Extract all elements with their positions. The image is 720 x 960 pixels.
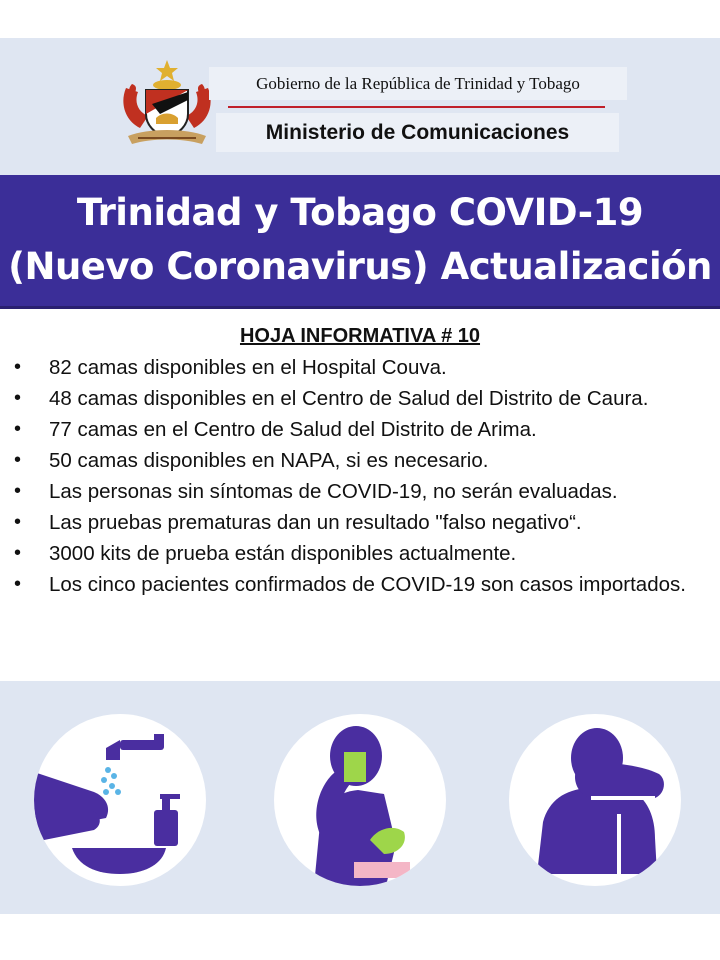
title-banner xyxy=(0,175,720,309)
fact-list xyxy=(12,352,712,600)
cough-into-elbow-icon xyxy=(509,714,681,886)
bullet-icon: • xyxy=(14,418,22,440)
bullet-icon: • xyxy=(14,356,22,378)
coat-of-arms-icon xyxy=(118,58,216,150)
bullet-icon: • xyxy=(14,573,22,595)
handwashing-icon xyxy=(34,714,206,886)
banner-title-line-2: (Nuevo Coronavirus) Actualización xyxy=(8,245,712,288)
bullet-icon: • xyxy=(14,480,22,502)
list-item-text: 77 camas en el Centro de Salud del Distrito de Arima. xyxy=(49,418,537,441)
bullet-icon: • xyxy=(14,542,22,564)
list-item xyxy=(12,414,712,445)
list-item-text: 82 camas disponibles en el Hospital Couva. xyxy=(49,356,447,379)
list-item-text: 48 camas disponibles en el Centro de Salud del Distrito de Caura. xyxy=(49,387,649,410)
list-item-text: 50 camas disponibles en NAPA, si es necesario. xyxy=(49,449,489,472)
header-divider xyxy=(228,106,605,108)
list-item xyxy=(12,507,712,538)
bullet-icon: • xyxy=(14,511,22,533)
bullet-icon: • xyxy=(14,449,22,471)
list-item xyxy=(12,569,712,600)
list-item xyxy=(12,538,712,569)
list-item-text: Las pruebas prematuras dan un resultado "falso negativo“. xyxy=(49,511,582,534)
list-item xyxy=(12,352,712,383)
list-item xyxy=(12,383,712,414)
list-item-text: Las personas sin síntomas de COVID-19, no serán evaluadas. xyxy=(49,480,618,503)
banner-title-line-1: Trinidad y Tobago COVID-19 xyxy=(76,191,644,234)
list-item xyxy=(12,476,712,507)
bullet-icon: • xyxy=(14,387,22,409)
ministry-label: Ministerio de Comunicaciones xyxy=(216,113,619,152)
list-item-text: 3000 kits de prueba están disponibles actualmente. xyxy=(49,542,517,565)
fact-sheet-title: HOJA INFORMATIVA # 10 xyxy=(239,325,481,347)
list-item-text: Los cinco pacientes confirmados de COVID-19 son casos importados. xyxy=(49,573,686,596)
government-label: Gobierno de la República de Trinidad y Tobago xyxy=(209,67,627,100)
sneeze-into-tissue-icon xyxy=(274,714,446,886)
list-item xyxy=(12,445,712,476)
